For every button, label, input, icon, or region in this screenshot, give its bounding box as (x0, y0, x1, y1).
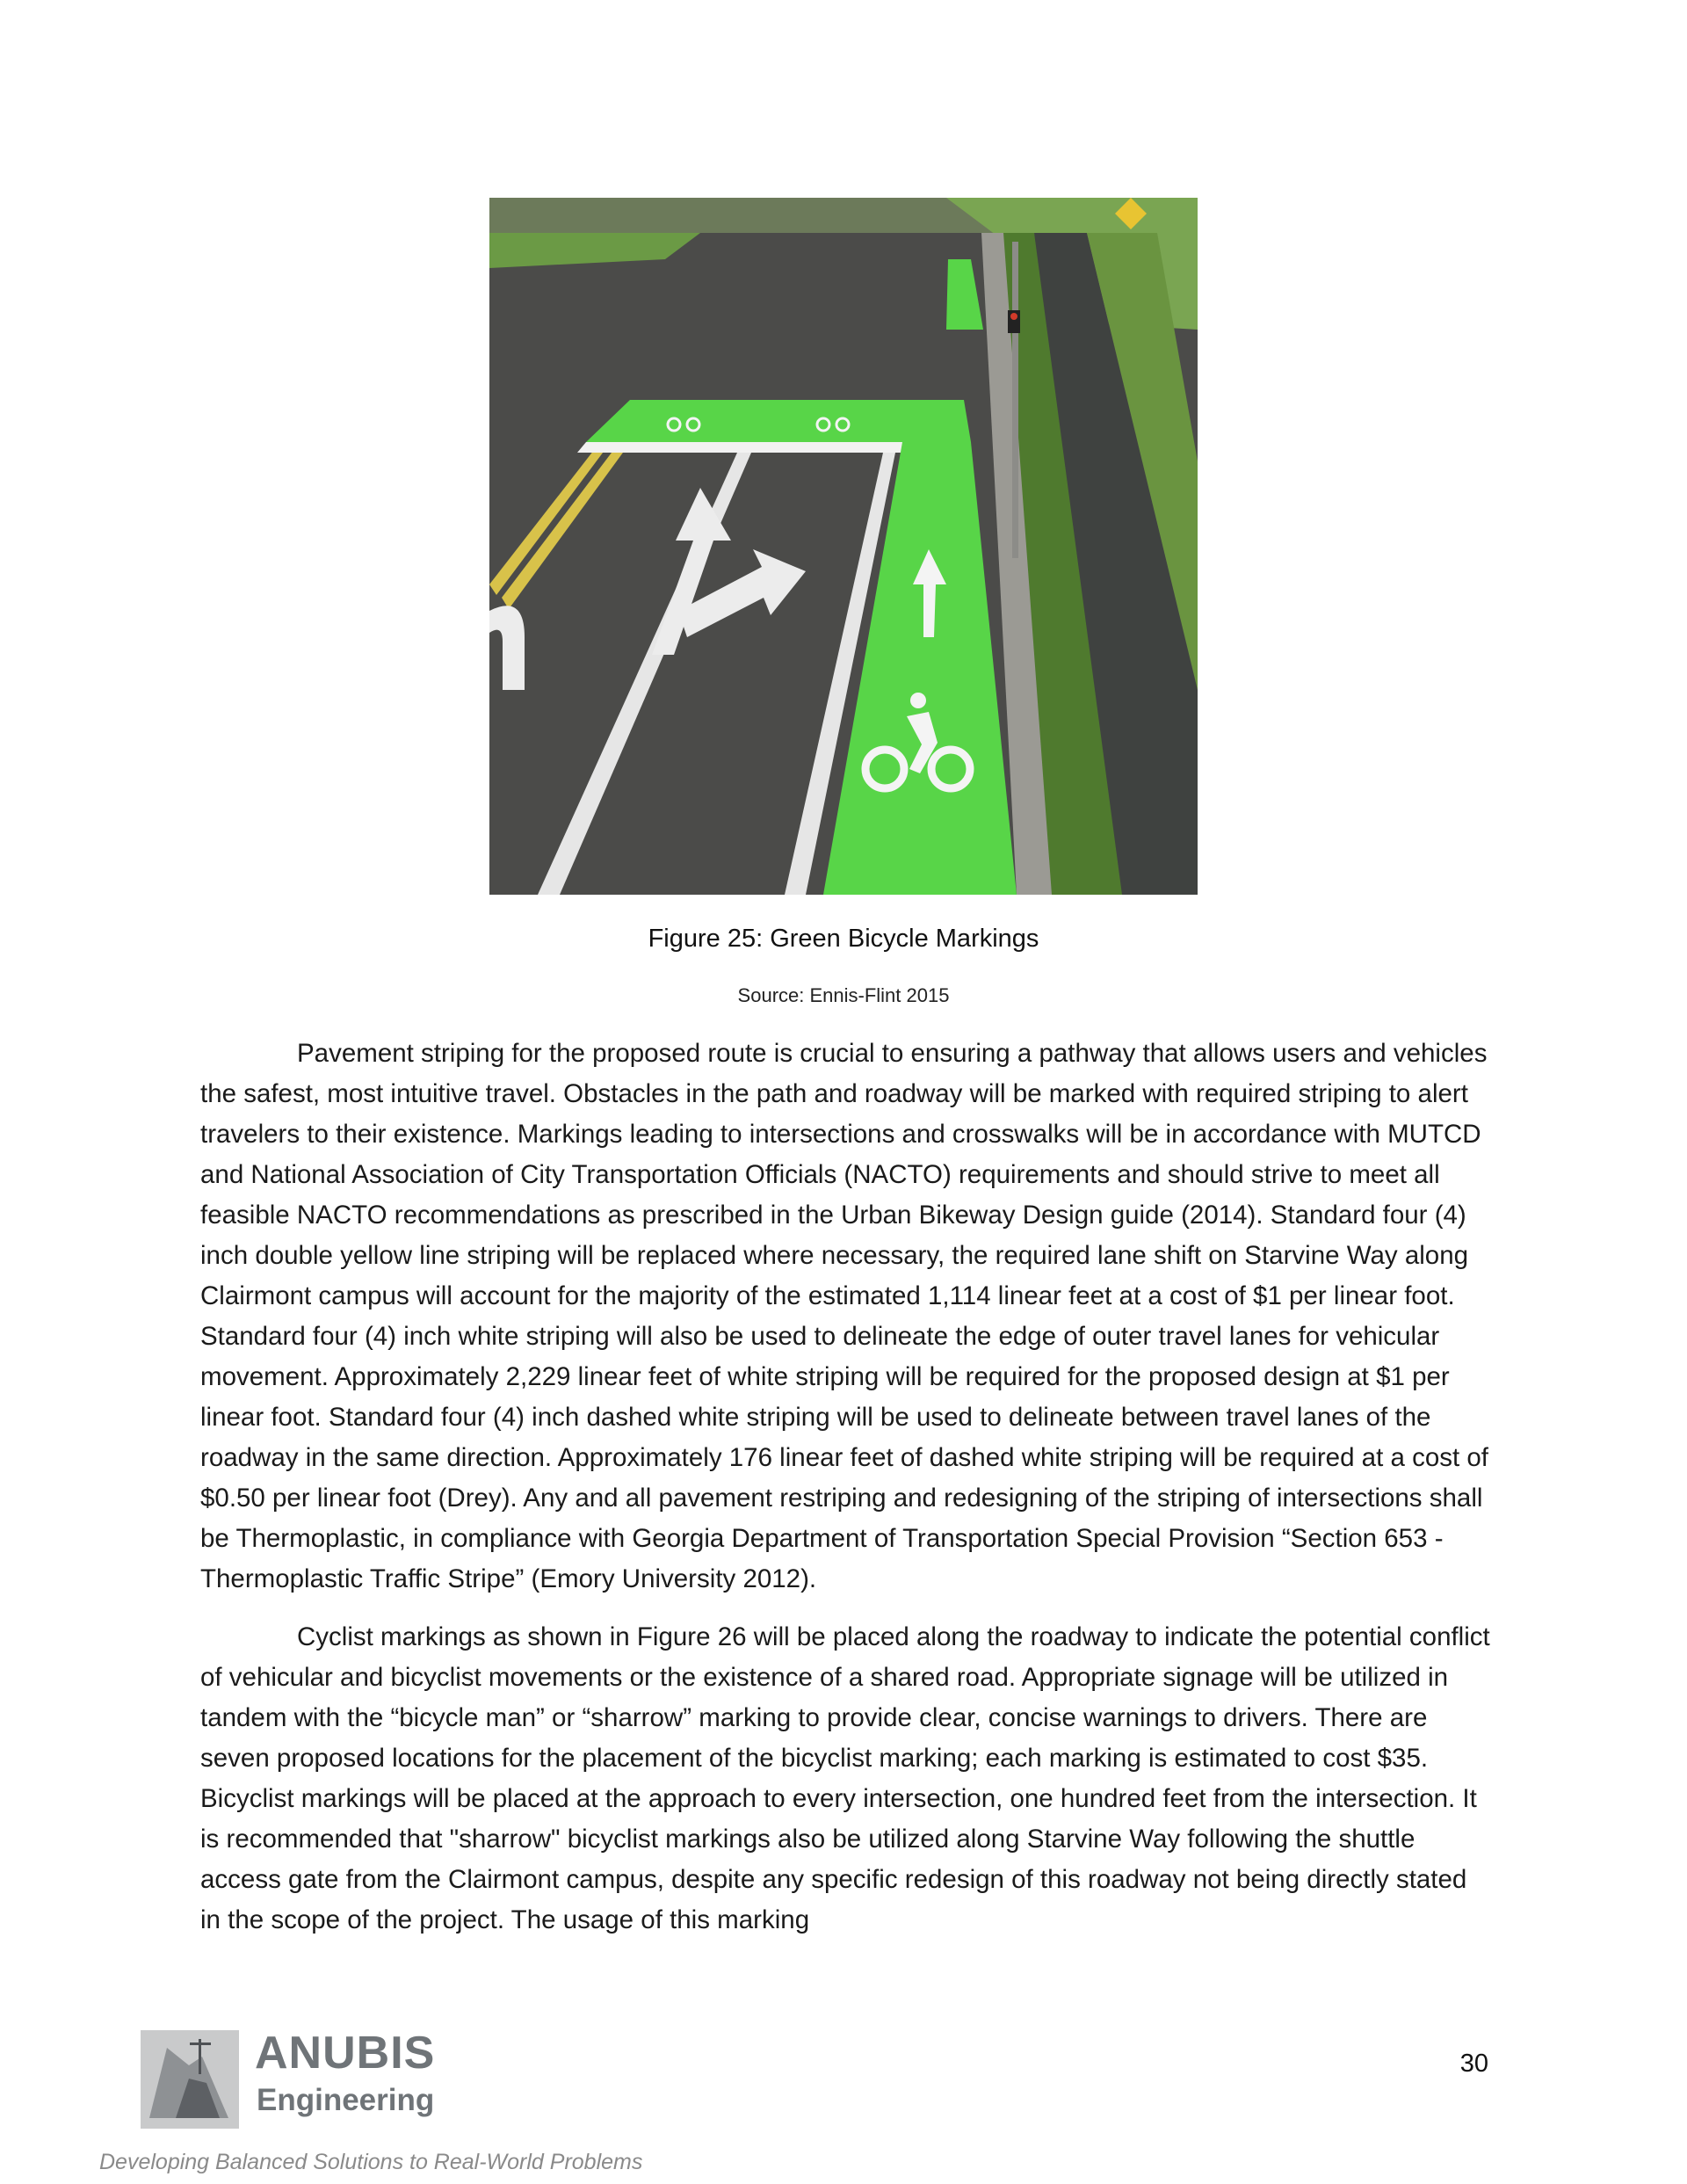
anubis-logo-icon (141, 2030, 239, 2129)
company-logo (141, 2030, 439, 2129)
paragraph: Cyclist markings as shown in Figure 26 will be placed along the roadway to indicate the potential conflict of vehicular and bicyclist movements or the existence of a shared road. Appropriate signage will be utilized in tandem with the “bicycle man” or “sharrow” marking to provide clear, concise warnings to drivers. There are seven proposed locations for the placement of the bicyclist marking; each marking is estimated to cost $35. Bicyclist markings will be placed at the approach to every intersection, one hundred feet from the intersection. It is recommended that "sharrow" bicyclist markings also be utilized along Starvine Way following the shuttle access gate from the Clairmont campus, despite any specific redesign of this roadway not being directly stated in the scope of the project. The usage of this marking (200, 1622, 1490, 1934)
signal-pole (1012, 242, 1018, 558)
logo-name: ANUBIS (255, 2028, 436, 2079)
figure-caption: Figure 25: Green Bicycle Markings (648, 925, 1039, 953)
stop-bar (577, 442, 902, 453)
paragraph: Pavement striping for the proposed route is crucial to ensuring a pathway that allows users and vehicles the safest, most intuitive travel. Obstacles in the path and roadway will be marked with required striping to alert travelers to their existence. Markings leading to intersections and crosswalks will be in accordance with MUTCD and National Association of City Transportation Officials (NACTO) requirements and should strive to meet all feasible NACTO recommendations as prescribed in the Urban Bikeway Design guide (2014). Standard four (4) inch double yellow line striping will be replaced where necessary, the required lane shift on Starvine Way along Clairmont campus will account for the majority of the estimated 1,114 linear feet at a cost of $1 per linear foot. Standard four (4) inch white striping will also be used to delineate the edge of outer travel lanes for vehicular movement. Approximately 2,229 linear feet of white striping will be required for the proposed design at $1 per linear foot. Standard four (4) inch dashed white striping will be used to delineate between travel lanes of the roadway in the same direction. Approximately 176 linear feet of dashed white striping will be required at a cost of $0.50 per linear foot (Drey). Any and all pavement restriping and redesigning of the striping of intersections shall be Thermoplastic, in compliance with Georgia Department of Transportation Special Provision “Section 653 - Thermoplastic Traffic Stripe” (Emory University 2012). (200, 1039, 1488, 1593)
footer-tagline: Developing Balanced Solutions to Real-World Problems (99, 2150, 643, 2174)
page-number: 30 (1459, 2050, 1488, 2078)
figure-source: Source: Ennis-Flint 2015 (737, 984, 950, 1006)
logo-subtitle: Engineering (257, 2083, 435, 2117)
body-text (200, 1034, 1492, 1958)
figure-photo (489, 198, 1198, 895)
bike-rider-head (910, 693, 926, 708)
bike-lane-photo (489, 198, 1198, 895)
red-light (1010, 313, 1017, 320)
green-bike-box (586, 400, 971, 442)
